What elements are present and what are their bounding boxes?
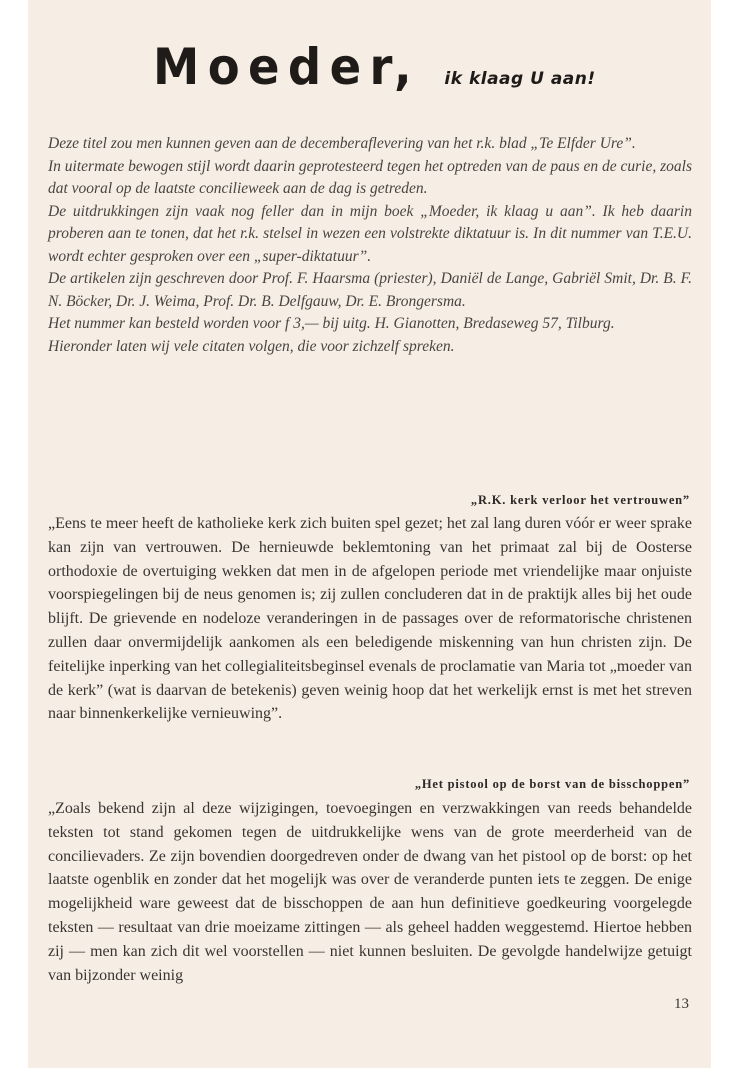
intro-paragraph: Het nummer kan besteld worden voor f 3,— bij uitg. H. Gianotten, Bredaseweg 57, Tilburg. — [48, 315, 615, 332]
intro-paragraph: Deze titel zou men kunnen geven aan de decemberaflevering van het r.k. blad „Te Elfder Ure”. — [48, 135, 636, 152]
intro-paragraph: Hieronder laten wij vele citaten volgen, die voor zichzelf spreken. — [48, 337, 455, 355]
intro-paragraph: De artikelen zijn geschreven door Prof. F. Haarsma (priester), Daniël de Lange, Gabriël Smit, Dr. B. F. N. Böcker, Dr. J. Weima, Prof. Dr. B. Delfgauw, Dr. E. Brongersma. — [48, 270, 692, 310]
section-text-vertrouwen: „Eens te meer heeft de katholieke kerk zich buiten spel gezet; het zal lang duren vóór er weer sprake kan zijn van vertrouwen. De hernieuwde beklemtoning van het primaat zal bij de Oosterse orthodoxie de overtuiging wekken dat men in de afgelopen periode met vriendelijke maar onjuiste voorspiegelingen bij de neus genomen is; zij zullen concluderen dat in de praktijk alles bij het oude blijft. De grievende en nodeloze veranderingen in de passages over de reformatorische christenen zullen daar onvermijdelijk aankomen als een beledigende miskenning van hun christen zijn. De feitelijke inperking van het collegialiteitsbeginsel evenals de proclamatie van Maria tot „moeder van de kerk” (wat is daarvan de betekenis) geven weinig hoop dat het werkelijk ernst is met het streven naar binnenkerkelijke vernieuwing”. — [48, 515, 692, 723]
page-number: 13 — [674, 996, 689, 1012]
section-heading-pistool: „Het pistool op de borst van de bisschoppen” — [414, 777, 690, 791]
title-main: Moeder, — [153, 38, 421, 96]
intro-paragraph: De uitdrukkingen zijn vaak nog feller dan in mijn boek „Moeder, ik klaag u aan”. Ik heb daarin proberen aan te tonen, dat het r.k. stelsel in wezen een volstrekte diktatuur is. In dit nummer van T.E.U. wordt echter gesproken over een „super-diktatuur”. — [48, 202, 692, 265]
section-heading-vertrouwen: „R.K. kerk verloor het vertrouwen” — [470, 493, 690, 507]
section-text-pistool: „Zoals bekend zijn al deze wijzigingen, toevoegingen en verzwakkingen van reeds behandelde teksten tot stand gekomen tegen de uitdrukkelijke wens van de grote meerderheid van de concilievaders. Ze zijn bovendien doorgedreven onder de dwang van het pistool op de borst: op het laatste ogenblik en zonder dat het mogelijk was over de veranderde punten iets te zeggen. De enige mogelijkheid ware geweest dat de bisschoppen de aan hun definitieve goedkeuring voorgelegde teksten — resultaat van drie moeizame zittingen — als geheel hadden weggestemd. Hiertoe hebben zij — men kan zich dit wel voorstellen — niet kunnen besluiten. De gevolgde handelwijze getuigt van bijzonder weinig — [48, 800, 692, 984]
document-page — [28, 0, 711, 1068]
intro-paragraph: In uitermate bewogen stijl wordt daarin geprotesteerd tegen het optreden van de paus en de curie, zoals dat vooral op de laatste concilieweek aan de dag is getreden. — [48, 157, 692, 197]
intro-block — [48, 133, 692, 358]
title-sub: ik klaag U aan! — [444, 69, 596, 89]
article-title — [28, 38, 711, 96]
